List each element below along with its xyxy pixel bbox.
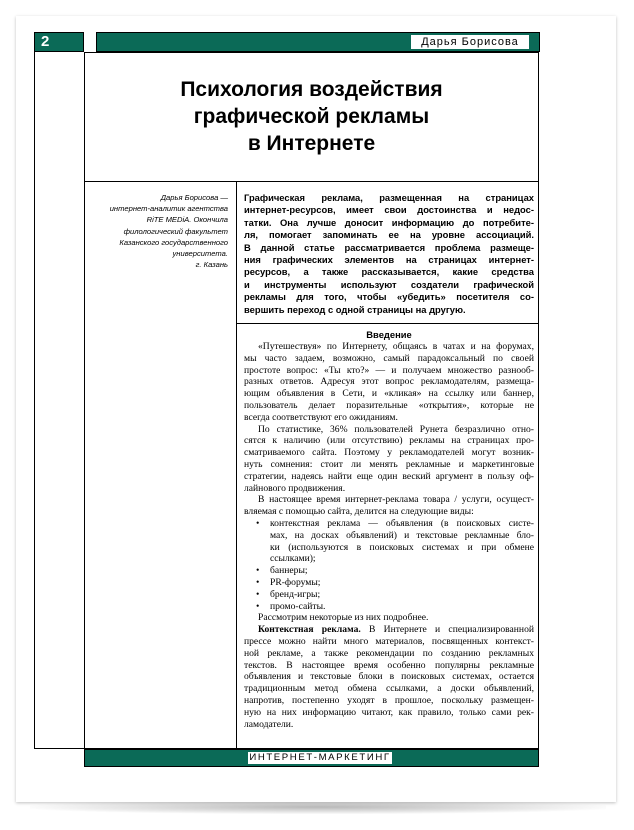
article-title	[84, 76, 539, 157]
abstract-line: ния графических элементов на страницах интернет-	[244, 254, 534, 266]
title-line: графической рекламы	[193, 105, 430, 128]
footer-section-label: ИНТЕРНЕТ-МАРКЕТИНГ	[249, 752, 391, 763]
title-line: в Интернете	[247, 132, 376, 155]
page-shadow	[30, 800, 606, 814]
paragraph-line: сятся к наличию (или отсутствию) рекламы на страницах про-	[244, 435, 534, 447]
list-item-continuation: ссылками);	[270, 553, 316, 565]
author-info-line: RiTE MEDiA. Окончила	[146, 215, 228, 225]
abstract-line: В данной статье рассматривается проблема размеще-	[244, 241, 534, 253]
list-item-text: контекстная реклама — объявления (в поисковых систе-	[270, 517, 534, 529]
paragraph-line	[244, 624, 534, 636]
paragraph-line: ющим объявления в Сети, и «кликая» на ссылку или баннер,	[244, 388, 534, 400]
author-info-line: филологический факультет	[123, 226, 228, 236]
page-number-box	[34, 32, 84, 52]
paragraph-line: мы часто задаем, возможно, самый парадоксальный по своей	[244, 352, 534, 364]
paragraph-line: вляемая с помощью сайта, делится на следующие виды:	[244, 506, 474, 518]
paragraph-line: В настоящее время интернет-реклама товара / услуги, осущест-	[258, 494, 534, 506]
author-info-line: г. Казань	[195, 260, 228, 270]
abstract-line: ресурсов, а также рассказывается, какие средства	[244, 266, 534, 278]
list-item-continuation: ки (используются в поисковых системах и при обмене	[270, 541, 534, 553]
abstract-line: вершить переход с одной страницы на другую.	[244, 303, 466, 315]
paragraph-line: традиционным метод обмена ссылками, а доски объявлений,	[244, 683, 534, 695]
paragraph-line: стратегии, надеясь найти еще один веский аргумент в пользу оф-	[244, 470, 534, 482]
paragraph-line: ламодатели.	[244, 718, 294, 730]
abstract-line: рекламы для того, чтобы «убедить» посетителя со-	[244, 291, 534, 303]
list-item-text: промо-сайты.	[270, 600, 326, 612]
abstract-line: интернет-ресурсов, имеет свои достоинства и недос-	[244, 204, 534, 216]
title-divider	[84, 181, 539, 182]
bullet-icon: •	[256, 600, 260, 612]
frame-left-extension	[34, 52, 84, 749]
author-info	[96, 192, 228, 270]
paragraph-line: ной рекламе, а также рекомендации по созданию рекламных	[244, 647, 534, 659]
section-lead-context-ads: Контекстная реклама.	[258, 624, 361, 636]
bullet-icon: •	[256, 565, 260, 577]
paragraph-line: пользователь делает поразительные «открытия», которые не	[244, 399, 534, 411]
list-item	[244, 589, 534, 601]
paragraph-line: разных ответов. Адресуя этот вопрос рекламодателям, размеща-	[244, 376, 534, 388]
abstract-line: и инструменты используют создатели графической	[244, 278, 534, 290]
list-item-text: PR-форумы;	[270, 576, 321, 588]
paragraph-line: лайнового продвижения.	[244, 482, 346, 494]
paragraph-line: «Путешествуя» по Интернету, общаясь в чатах и на форумах,	[258, 341, 534, 352]
page-number: 2	[41, 33, 50, 50]
list-item	[244, 601, 534, 613]
author-info-line: университета.	[172, 249, 228, 259]
column-divider	[236, 181, 237, 748]
title-line: Психология воздействия	[180, 78, 443, 101]
list-item-text: бренд-игры;	[270, 588, 321, 600]
paragraph-line: прессе можно найти много материалов, посвященных контекст-	[244, 635, 534, 647]
bullet-icon: •	[256, 576, 260, 588]
section-title-intro: Введение	[366, 329, 412, 340]
paragraph-line: ную на них информацию читают, как правило, только сами рек-	[244, 706, 534, 718]
footer-bar	[84, 749, 539, 767]
paragraph-line-rest: В Интернете и специализированной	[360, 624, 534, 636]
list-item-continuation: мах, на досках объявлений) и текстовые рекламные бло-	[270, 529, 534, 541]
paragraph-line: напротив, постепенно уходят в прошлое, поскольку размещен-	[244, 694, 534, 706]
author-info-line: Казанского государственного	[119, 237, 228, 247]
paragraph-line: простоте вопрос: «Ты кто?» — и получаем множество разнооб-	[244, 364, 534, 376]
list-item	[244, 577, 534, 589]
abstract-line: татки. Она лучше доносит информацию до потребите-	[244, 216, 534, 228]
paragraph-line: объявления и текстовые блоки в поисковых системах, остается	[244, 671, 534, 683]
header-bar	[96, 32, 540, 52]
author-info-line: интернет-аналитик агентства	[109, 204, 228, 214]
paragraph-line: нуть сомнения: стоит ли менять рекламные и маркетинговые	[244, 458, 534, 470]
list-item	[244, 565, 534, 577]
bullet-icon: •	[256, 517, 260, 529]
abstract-line: Графическая реклама, размещенная на страницах	[244, 192, 534, 203]
bullet-icon: •	[256, 588, 260, 600]
paragraph-line: Рассмотрим некоторые из них подробнее.	[258, 612, 429, 624]
paragraph-line: сматриваемого сайта. Поэтому у рекламодателей могут возник-	[244, 447, 534, 459]
list-item-text: баннеры;	[270, 565, 308, 577]
paragraph-line: всегда соответствуют его ожиданиям.	[244, 411, 398, 423]
abstract	[244, 192, 534, 316]
header-author: Дарья Борисова	[411, 35, 529, 49]
paragraph-line: текстов. В настоящее время особенно популярны рекламные	[244, 659, 534, 671]
paragraph-line: По статистике, 36% пользователей Рунета безразлично отно-	[258, 423, 534, 435]
article-body	[244, 329, 534, 730]
abstract-line: ля, помогает запоминать ее на уровне ассоциаций.	[244, 229, 534, 241]
abstract-divider	[236, 323, 539, 324]
author-info-line: Дарья Борисова —	[160, 193, 228, 202]
list-item	[244, 518, 534, 530]
